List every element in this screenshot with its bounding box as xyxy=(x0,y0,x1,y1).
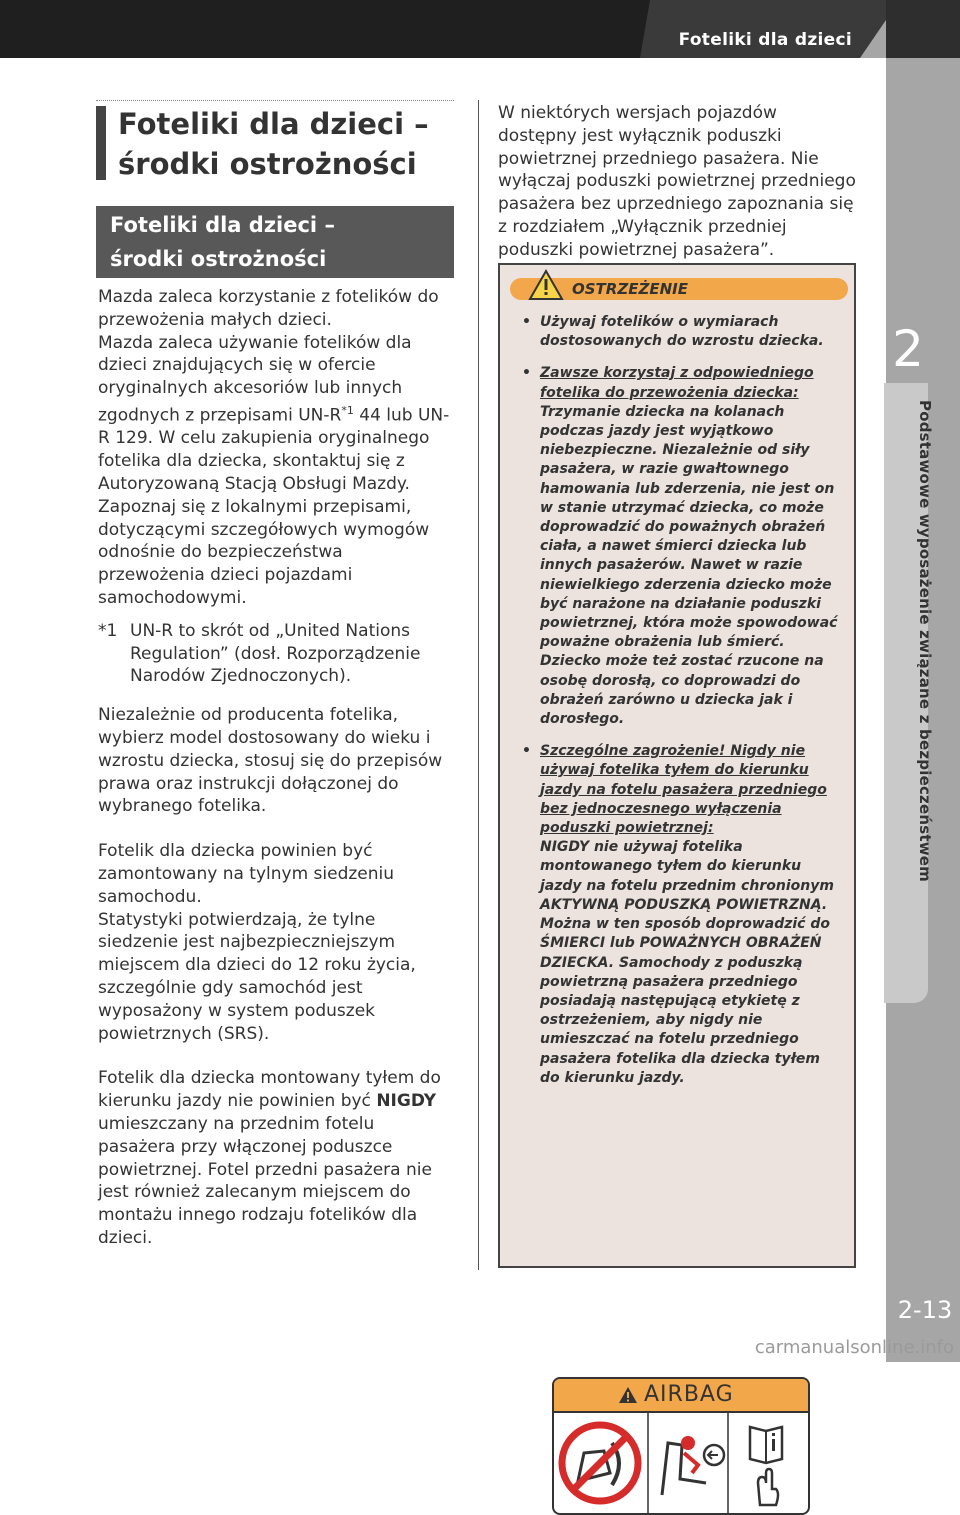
header-title: Foteliki dla dzieci xyxy=(678,30,852,50)
airbag-label-sticker xyxy=(552,1377,810,1515)
title-accent-bar xyxy=(96,106,106,180)
side-strip-top xyxy=(886,0,960,58)
section-title xyxy=(110,208,335,276)
section-title-line2: środki ostrożności xyxy=(110,247,327,271)
text-span: umieszczany na przednim fotelu pasażera przy włączonej poduszce powietrznej. Fotel przedni pasażera nie jest również zalecanym miejscem do montażu innego rodzaju fotelików dla dzieci. xyxy=(98,1113,432,1248)
warning-item-text: Używaj fotelików o wymiarach dostosowanych do wzrostu dziecka. xyxy=(540,314,824,350)
airbag-text: AIRBAG xyxy=(644,1382,734,1407)
warning-item-heading: Zawsze korzystaj z odpowiedniego fotelika do przewożenia dziecka: xyxy=(540,365,814,401)
warning-item-heading: Szczególne zagrożenie! Nigdy nie używaj fotelika tyłem do kierunku jazdy na fotelu pasażera przedniego bez jednoczesnego wyłączenia poduszki powietrznej: xyxy=(540,743,827,837)
watermark: carmanualsonline.info xyxy=(754,1337,954,1358)
paragraph: Statystyki potwierdzają, że tylne siedzenie jest najbezpieczniejszym miejscem dla dzieci do 12 roku życia, szczególnie gdy samochód jest wyposażony w system poduszek powietrznych (SRS). xyxy=(98,909,416,1044)
no-rear-facing-seat-icon xyxy=(562,1425,638,1501)
main-title xyxy=(96,104,456,180)
footnote-mark: *1 xyxy=(98,620,118,641)
section-title-line1: Foteliki dla dzieci – xyxy=(110,213,335,237)
right-column-text xyxy=(498,102,858,262)
footnote-ref: *1 xyxy=(341,403,354,417)
warning-label: OSTRZEŻENIE xyxy=(572,280,688,298)
paragraph: W niektórych wersjach pojazdów dostępny jest wyłącznik poduszki powietrznej przedniego pasażera. Nie wyłączaj poduszki powietrznej przedniego pasażera bez uprzedniego zapoznania się z rozdziałem „Wyłącznik przedniej poduszki powietrznej pasażera”. xyxy=(498,103,856,260)
airbag-pictograms xyxy=(554,1413,808,1513)
title-divider xyxy=(96,100,454,101)
paragraph: Zapoznaj się z lokalnymi przepisami, dotyczącymi szczegółowych wymogów odnośnie do bezpieczeństwa przewożenia dzieci pojazdami samochodowymi. xyxy=(98,496,430,609)
paragraph: Niezależnie od producenta fotelika, wybierz model dostosowany do wieku i wzrostu dziecka, stosuj się do przepisów prawa oraz instrukcji dołączonej do wybranego fotelika. xyxy=(98,705,443,817)
paragraph: Mazda zaleca korzystanie z fotelików do przewożenia małych dzieci. xyxy=(98,287,439,330)
airbag-sticker-header xyxy=(554,1379,808,1413)
list-item xyxy=(514,364,844,729)
warning-item-text: Trzymanie dziecka na kolanach podczas jazdy jest wyjątkowo niebezpieczne. Niezależnie od siły pasażera, w razie gwałtownego hamowania lub zderzenia, nie jest on w stanie utrzymać dziecka, co może doprowadzić do poważnych obrażeń ciała, a nawet śmierci dziecka lub innych pasażerów. Nawet w razie niewielkiego zderzenia dziecko może być narażone na działanie poduszki powietrznej, która może spowodować poważne obrażenia lub śmierć. Dziecko może też zostać rzucone na osobę dorosłą, co doprowadzi do obrażeń zarówno u dziecka jak i dorosłego. xyxy=(540,403,838,728)
text-span: Mazda zaleca używanie fotelików dla dzieci znajdujących się w ofercie oryginalnych akcesoriów lub innych zgodnych z przepisami UN-R xyxy=(98,332,412,426)
text-span: 44 lub UN-R 129. W celu zakupienia oryginalnego fotelika dla dziecka, skontaktuj się z Autoryzowaną Stacją Obsługi Mazdy. xyxy=(98,405,450,495)
main-title-line2: środki ostrożności xyxy=(118,147,417,181)
main-title-text xyxy=(118,104,429,184)
paragraph xyxy=(98,1067,454,1249)
emphasis: NIGDY xyxy=(376,1091,437,1112)
main-title-line1: Foteliki dla dzieci – xyxy=(118,107,429,141)
airbag-deploy-icon xyxy=(662,1436,724,1495)
page-number: 2-13 xyxy=(897,1296,953,1324)
footnote-text: UN-R to skrót od „United Nations Regulation” (dosł. Rozporządzenie Narodów Zjednoczonych). xyxy=(130,620,421,687)
read-manual-icon xyxy=(750,1427,782,1505)
warning-icon xyxy=(618,1386,638,1404)
warning-list xyxy=(514,313,844,1101)
warning-icon xyxy=(528,269,564,301)
list-item xyxy=(514,313,844,351)
footnote xyxy=(98,620,454,688)
chapter-title: Podstawowe wyposażenie związane z bezpieczeństwem xyxy=(916,400,934,882)
warning-header xyxy=(510,278,848,300)
column-divider xyxy=(478,100,479,1270)
warning-item-text: NIGDY nie używaj fotelika montowanego tyłem do kierunku jazdy na fotelu przednim chronionym AKTYWNĄ PODUSZKĄ POWIETRZNĄ. Można w ten sposób doprowadzić do ŚMIERCI lub POWAŻNYCH OBRAŻEŃ DZIECKA. Samochody z poduszką powietrzną pasażera przedniego posiadają następującą etykietę z ostrzeżeniem, aby nigdy nie umieszczać na fotelu przedniego pasażera fotelika dla dziecka tyłem do kierunku jazdy. xyxy=(540,839,834,1086)
list-item xyxy=(514,742,844,1088)
section-header xyxy=(96,206,454,278)
chapter-number: 2 xyxy=(892,320,924,378)
left-column-text xyxy=(98,286,454,1250)
paragraph: Fotelik dla dziecka powinien być zamontowany na tylnym siedzeniu samochodu. xyxy=(98,841,395,907)
paragraph xyxy=(98,332,454,496)
text-span: Fotelik dla dziecka montowany tyłem do kierunku jazdy nie powinien być xyxy=(98,1068,441,1112)
